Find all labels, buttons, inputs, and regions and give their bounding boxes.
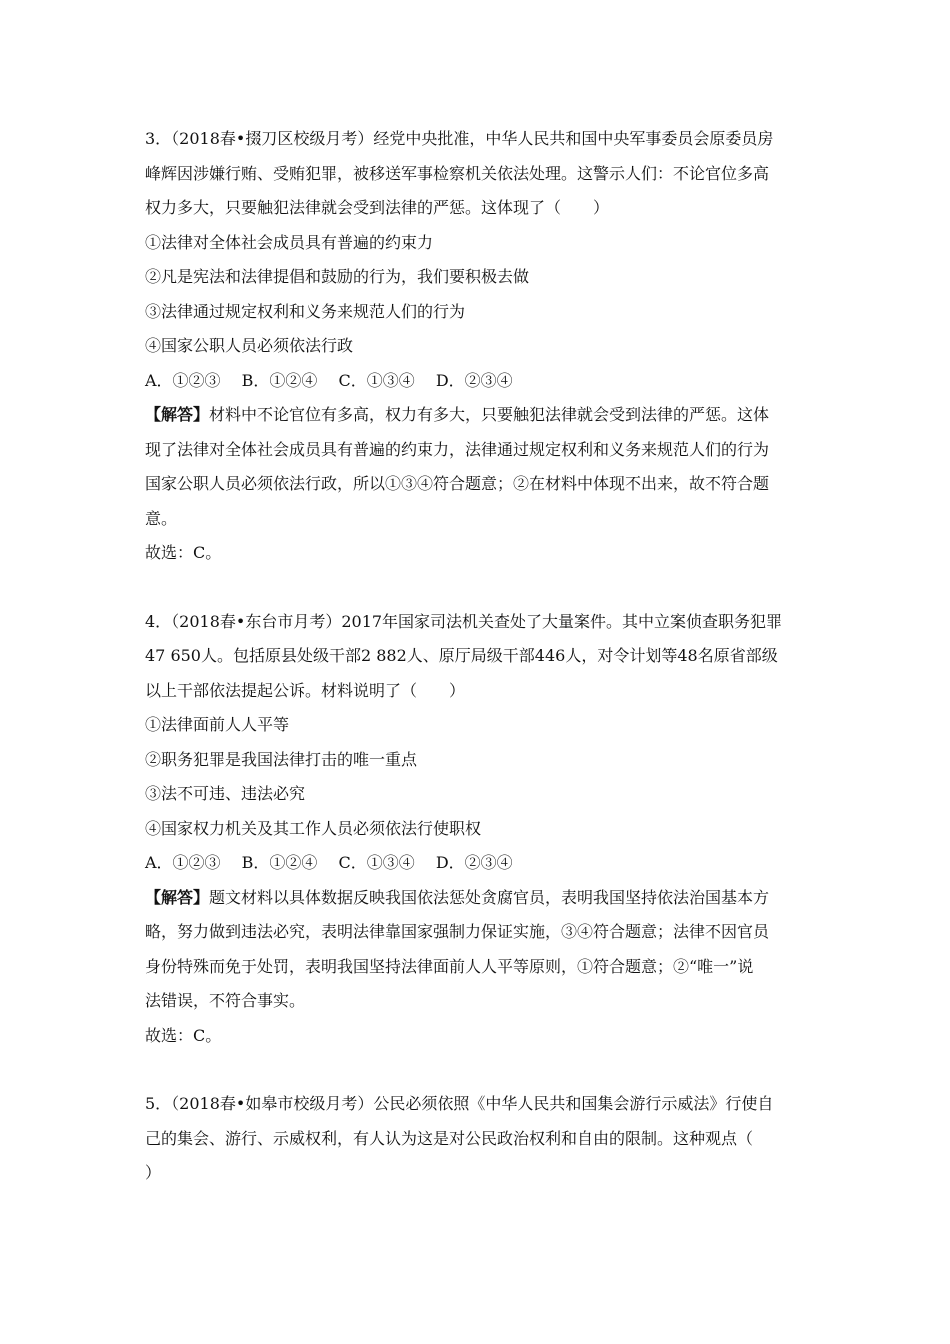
- explanation-line: [145, 915, 815, 950]
- explanation-text: 法错误，不符合事实。: [145, 991, 306, 1010]
- option-line: ③法律通过规定权利和义务来规范人们的行为: [145, 301, 466, 321]
- question-block: [145, 605, 815, 1054]
- question-stem-line: 5．（2018春•如皋市校级月考）公民必须依照《中华人民共和国集会游行示威法》行使自: [145, 1094, 774, 1113]
- explanation-text: 国家公职人员必须依法行政，所以①③④符合题意；②在材料中体现不出来，故不符合题: [145, 474, 770, 493]
- final-answer: 故选：C。: [145, 543, 222, 562]
- final-answer: 故选：C。: [145, 1025, 222, 1045]
- explanation-line: [145, 881, 815, 916]
- question-stem-line: 己的集会、游行、示威权利，有人认为这是对公民政治权利和自由的限制。这种观点（: [145, 1128, 754, 1148]
- answer-choices: A．①②③ B．①②④ C．①③④ D．②③④: [145, 853, 513, 872]
- explanation-line: [145, 467, 815, 502]
- option-line: ②凡是宪法和法律提倡和鼓励的行为，我们要积极去做: [145, 267, 530, 286]
- explanation-text: 略，努力做到违法必究，表明法律靠国家强制力保证实施，③④符合题意；法律不因官员: [145, 922, 770, 941]
- explanation-line: [145, 502, 815, 537]
- explanation-line: [145, 950, 815, 985]
- option-line: ④国家权力机关及其工作人员必须依法行使职权: [145, 818, 482, 838]
- option-line: ②职务犯罪是我国法律打击的唯一重点: [145, 749, 418, 769]
- explanation-label: 【解答】: [145, 405, 210, 424]
- explanation-line: [145, 398, 815, 433]
- question-stem-line: ）: [145, 1163, 162, 1182]
- question-block: [145, 1087, 815, 1191]
- explanation-text: 现了法律对全体社会成员具有普遍的约束力，法律通过规定权利和义务来规范人们的行为: [145, 439, 770, 459]
- explanation-text: 材料中不论官位有多高，权力有多大，只要触犯法律就会受到法律的严惩。这体: [209, 405, 770, 424]
- question-stem-line: 权力多大，只要触犯法律就会受到法律的严惩。这体现了（ ）: [145, 198, 610, 217]
- explanation-text: 题文材料以具体数据反映我国依法惩处贪腐官员，表明我国坚持依法治国基本方: [209, 887, 770, 907]
- question-stem-line: 以上干部依法提起公诉。材料说明了（ ）: [145, 680, 466, 700]
- option-line: ①法律对全体社会成员具有普遍的约束力: [145, 232, 434, 252]
- document-content: [145, 122, 815, 1191]
- explanation-text: 意。: [145, 508, 178, 528]
- question-stem-line: 3．（2018春•掇刀区校级月考）经党中央批准，中华人民共和国中央军事委员会原委员房: [145, 129, 774, 148]
- question-stem-line: 4．（2018春•东台市月考）2017年国家司法机关查处了大量案件。其中立案侦查职务犯罪: [145, 611, 783, 631]
- explanation-text: 身份特殊而免于处罚，表明我国坚持法律面前人人平等原则，①符合题意；②“唯一”说: [145, 956, 754, 976]
- question-block: [145, 122, 815, 571]
- question-stem-line: 峰辉因涉嫌行贿、受贿犯罪，被移送军事检察机关依法处理。这警示人们：不论官位多高: [145, 163, 770, 183]
- option-line: ④国家公职人员必须依法行政: [145, 336, 354, 355]
- option-line: ③法不可违、违法必究: [145, 784, 306, 803]
- explanation-line: [145, 433, 815, 468]
- question-stem-line: 47 650人。包括原县处级干部2 882人、原厅局级干部446人，对令计划等48名原省部级: [145, 646, 778, 665]
- option-line: ①法律面前人人平等: [145, 715, 290, 734]
- explanation-line: [145, 984, 815, 1019]
- answer-choices: A．①②③ B．①②④ C．①③④ D．②③④: [145, 370, 513, 390]
- explanation-label: 【解答】: [145, 887, 210, 907]
